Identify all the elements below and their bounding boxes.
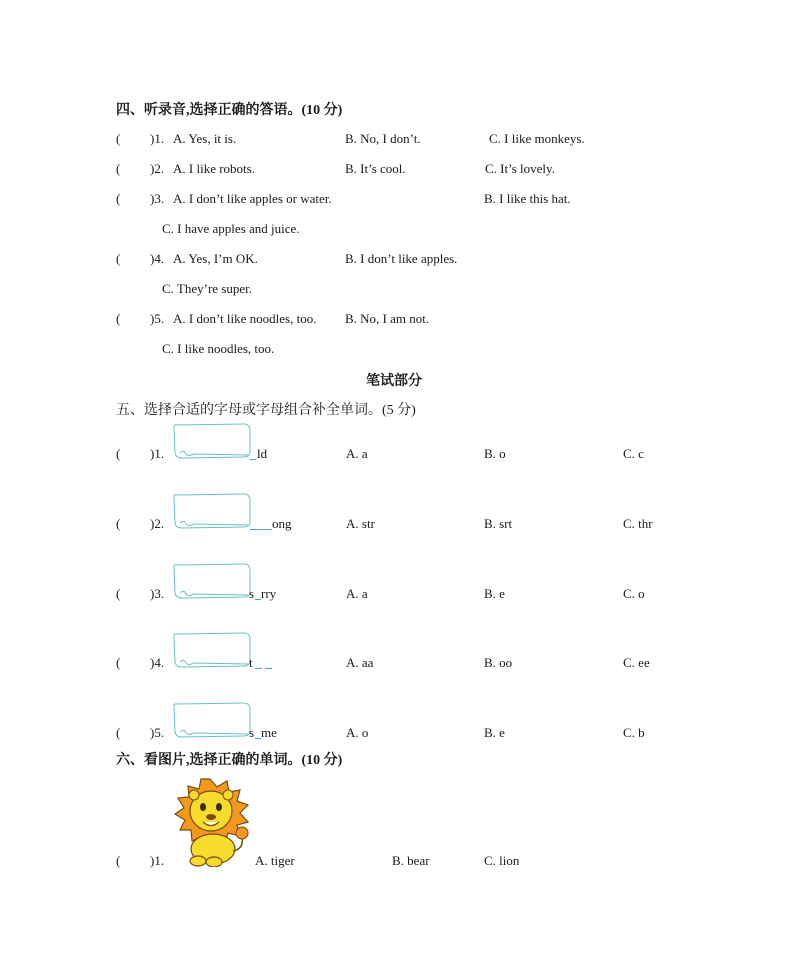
option-c: C. It’s lovely. bbox=[485, 161, 555, 176]
option-c: C. I like noodles, too. bbox=[162, 341, 275, 356]
option-b: B. I like this hat. bbox=[484, 191, 571, 206]
option-b: B. It’s cool. bbox=[345, 161, 406, 176]
word-blank[interactable] bbox=[250, 529, 272, 530]
option-a: A. I don’t like apples or water. bbox=[173, 191, 332, 206]
option-c: C. b bbox=[623, 725, 645, 740]
question-number: )2. bbox=[150, 516, 165, 531]
option-c: C. lion bbox=[484, 853, 520, 868]
option-b: B. bear bbox=[392, 853, 430, 868]
lion-icon bbox=[170, 775, 255, 867]
option-c: C. They’re super. bbox=[162, 281, 253, 296]
option-a: A. a bbox=[346, 446, 368, 461]
option-c: C. thr bbox=[623, 516, 653, 531]
answer-paren[interactable]: ( bbox=[116, 311, 121, 326]
section-5-title: 五、选择合适的字母或字母组合补全单词。(5 分) bbox=[116, 403, 416, 418]
option-a: A. o bbox=[346, 725, 369, 740]
word-blank-suffix: me bbox=[261, 725, 277, 740]
word-blank-suffix: ong bbox=[272, 516, 292, 531]
option-b: B. oo bbox=[484, 655, 513, 670]
option-b: B. No, I am not. bbox=[345, 311, 430, 326]
question-number: )4. bbox=[150, 251, 165, 266]
question-number: )1. bbox=[150, 131, 165, 146]
picture-placeholder-icon bbox=[170, 702, 254, 742]
option-a: A. aa bbox=[346, 655, 374, 670]
question-number: )1. bbox=[150, 446, 165, 461]
word-blank-suffix: rry bbox=[261, 586, 277, 601]
picture-placeholder-icon bbox=[170, 563, 254, 603]
answer-paren[interactable]: ( bbox=[116, 516, 121, 531]
option-a: A. tiger bbox=[255, 853, 295, 868]
option-a: A. Yes, I’m OK. bbox=[173, 251, 258, 266]
section-4-title: 四、听录音,选择正确的答语。(10 分) bbox=[116, 103, 343, 118]
question-number: )5. bbox=[150, 725, 165, 740]
answer-paren[interactable]: ( bbox=[116, 655, 121, 670]
answer-paren[interactable]: ( bbox=[116, 586, 121, 601]
question-number: )4. bbox=[150, 655, 165, 670]
question-number: )1. bbox=[150, 853, 165, 868]
written-part-heading: 笔试部分 bbox=[366, 374, 422, 389]
word-blank-prefix: t bbox=[249, 655, 253, 670]
word-blank-suffix: ld bbox=[257, 446, 268, 461]
answer-paren[interactable]: ( bbox=[116, 251, 121, 266]
answer-paren[interactable]: ( bbox=[116, 191, 121, 206]
question-number: )2. bbox=[150, 161, 165, 176]
question-number: )3. bbox=[150, 191, 165, 206]
word-blank-prefix: s bbox=[249, 725, 255, 740]
option-c: C. I have apples and juice. bbox=[162, 221, 300, 236]
option-b: B. o bbox=[484, 446, 506, 461]
option-c: C. ee bbox=[623, 655, 650, 670]
answer-paren[interactable]: ( bbox=[116, 131, 121, 146]
word-blank[interactable] bbox=[250, 459, 256, 460]
answer-paren[interactable]: ( bbox=[116, 853, 121, 868]
option-c: C. c bbox=[623, 446, 644, 461]
word-blank[interactable] bbox=[265, 668, 272, 669]
answer-paren[interactable]: ( bbox=[116, 161, 121, 176]
answer-paren[interactable]: ( bbox=[116, 725, 121, 740]
word-blank[interactable] bbox=[255, 668, 262, 669]
option-b: B. e bbox=[484, 725, 505, 740]
option-a: A. I don’t like noodles, too. bbox=[173, 311, 317, 326]
option-b: B. srt bbox=[484, 516, 513, 531]
option-a: A. a bbox=[346, 586, 368, 601]
answer-paren[interactable]: ( bbox=[116, 446, 121, 461]
word-blank-prefix: s bbox=[249, 586, 255, 601]
picture-placeholder-icon bbox=[170, 423, 254, 463]
option-a: A. I like robots. bbox=[173, 161, 255, 176]
option-c: C. o bbox=[623, 586, 645, 601]
picture-placeholder-icon bbox=[170, 632, 254, 672]
picture-placeholder-icon bbox=[170, 493, 254, 533]
option-a: A. str bbox=[346, 516, 375, 531]
section-6-title: 六、看图片,选择正确的单词。(10 分) bbox=[116, 753, 343, 768]
option-b: B. No, I don’t. bbox=[345, 131, 421, 146]
option-a: A. Yes, it is. bbox=[173, 131, 237, 146]
question-number: )5. bbox=[150, 311, 165, 326]
option-b: B. I don’t like apples. bbox=[345, 251, 458, 266]
option-c: C. I like monkeys. bbox=[489, 131, 585, 146]
option-b: B. e bbox=[484, 586, 505, 601]
question-number: )3. bbox=[150, 586, 165, 601]
